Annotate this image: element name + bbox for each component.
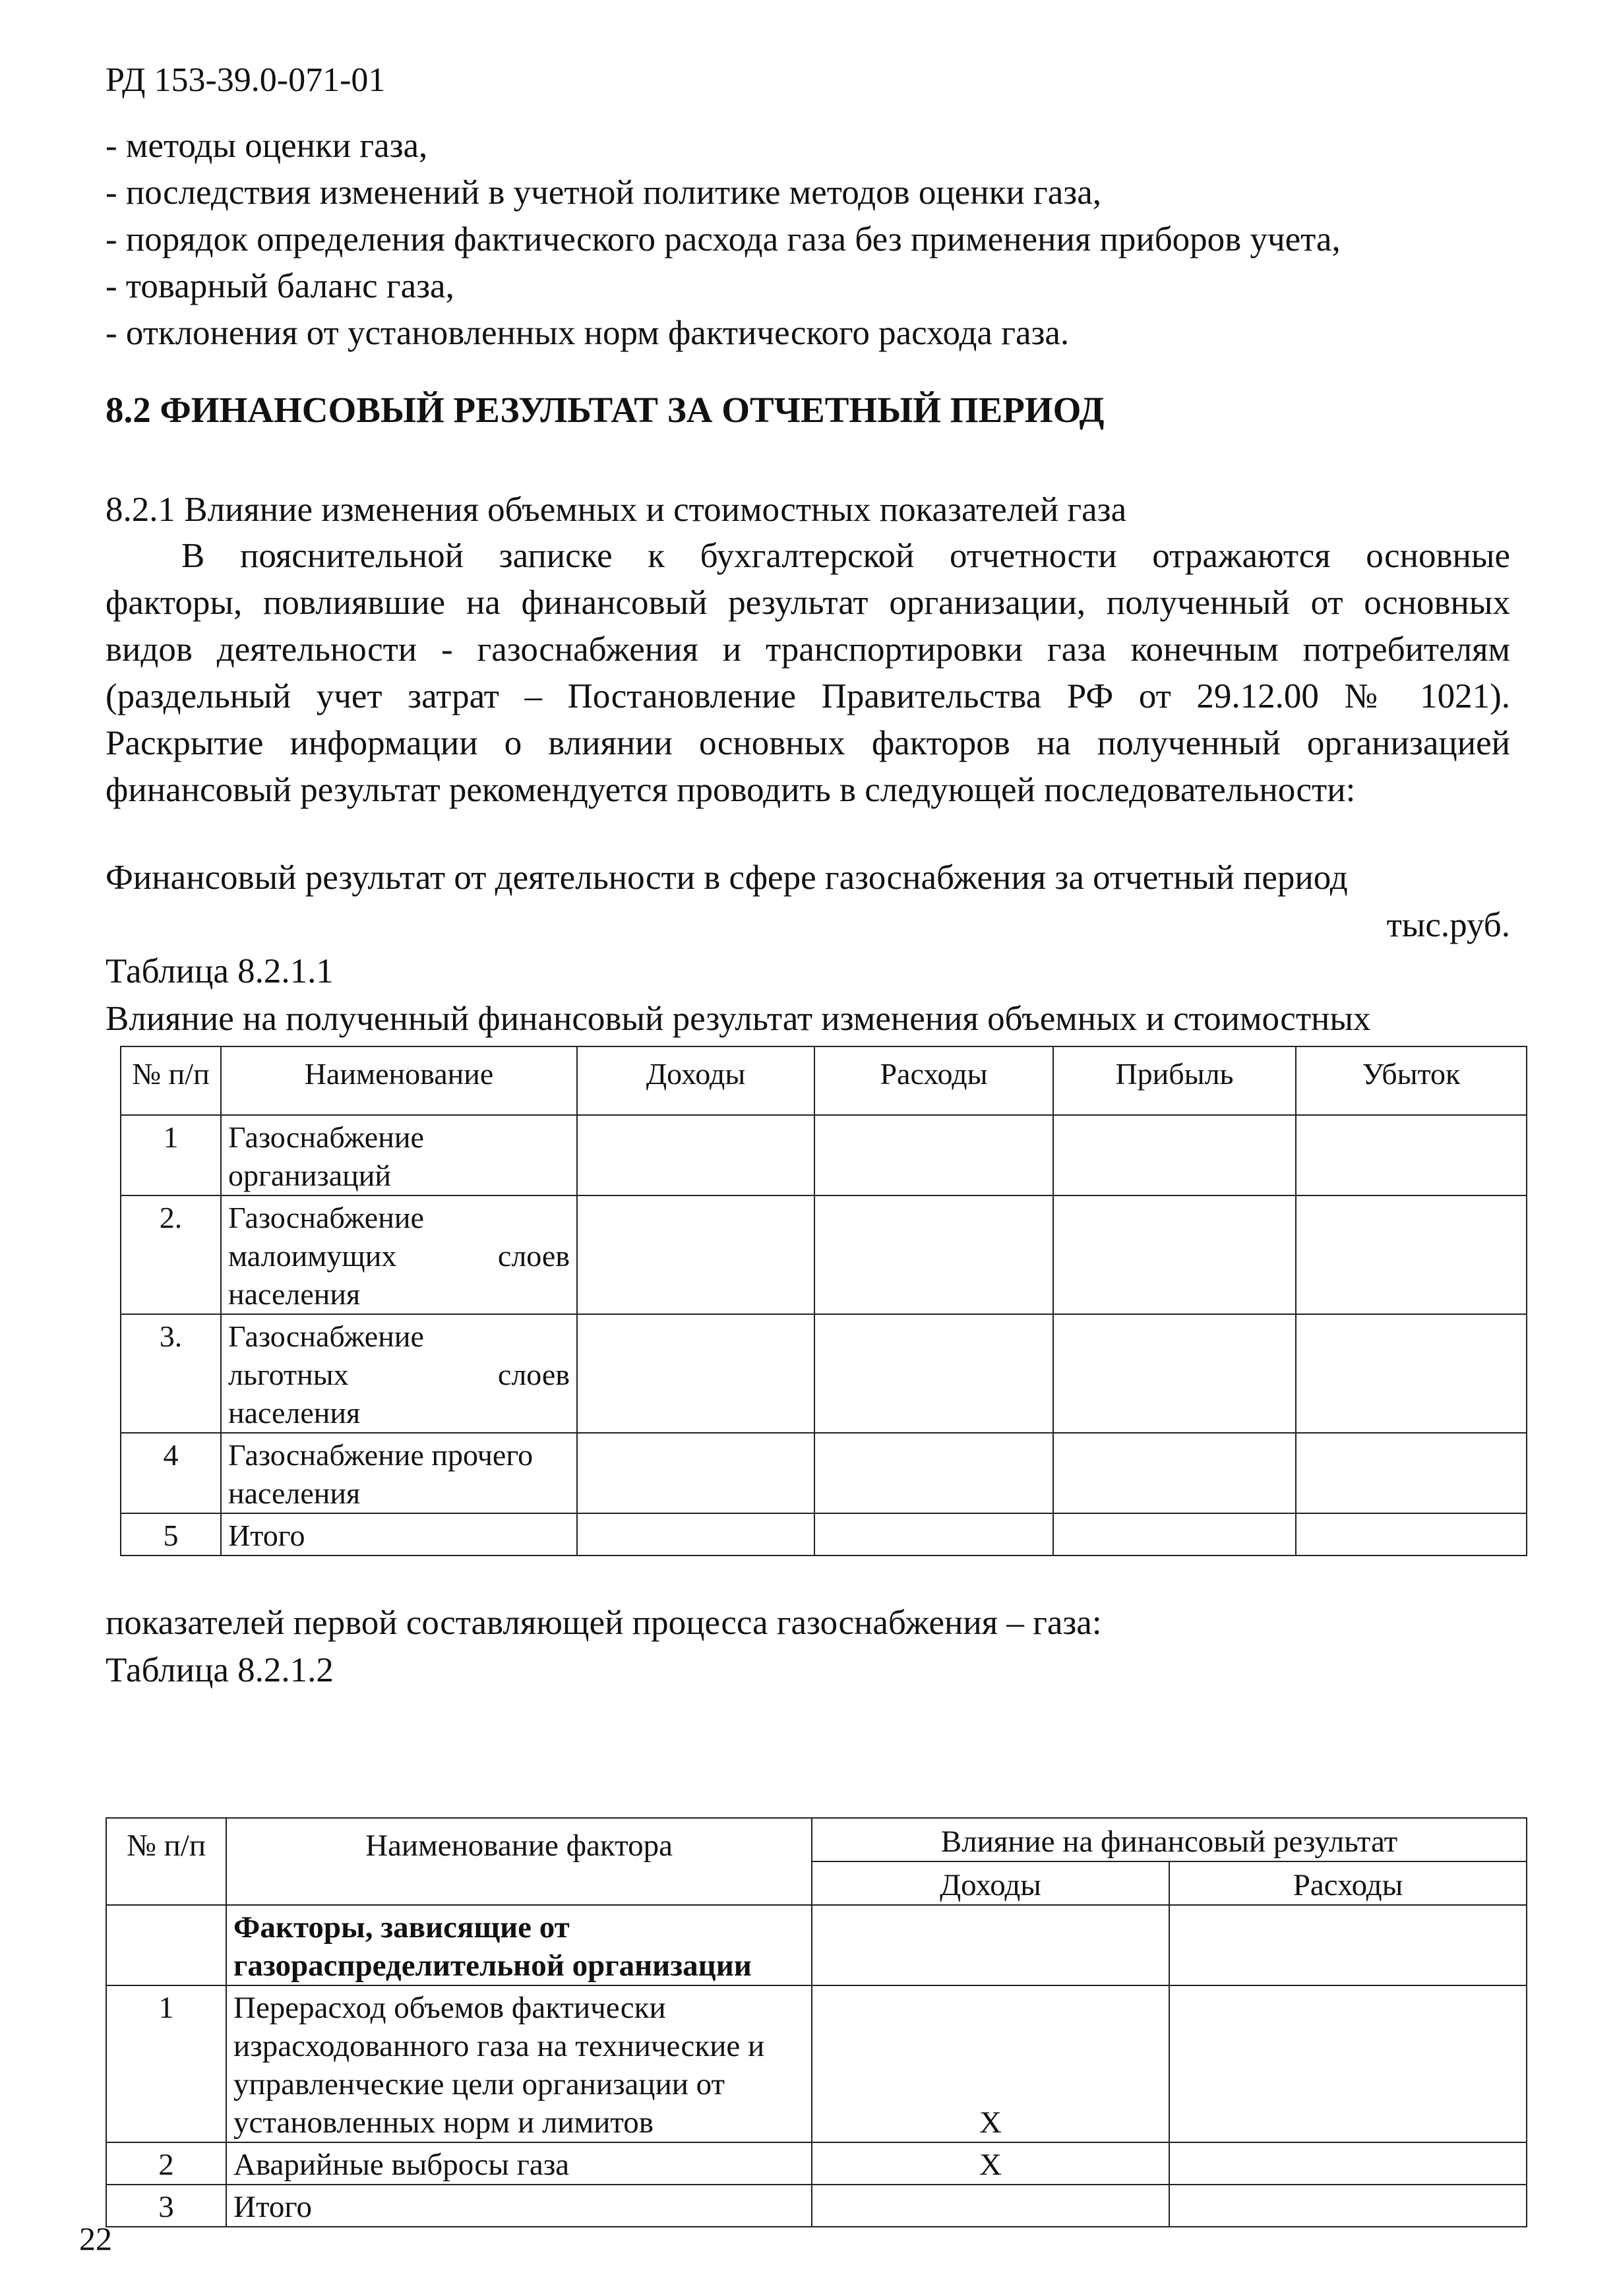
row-name-line: Газоснабжение <box>228 1201 424 1234</box>
cell-loss <box>1296 1115 1527 1195</box>
table1-description: Влияние на полученный финансовый результат изменения объемных и стоимостных <box>106 1000 1371 1038</box>
paragraph-line: В пояснительной записке к бухгалтерской отчетности отражаются основные <box>181 537 1510 575</box>
group-title: Факторы, зависящие от газораспределительной организации <box>226 1905 812 1985</box>
paragraph-line: видов деятельности - газоснабжения и транспортировки газа конечным потребителям <box>106 630 1510 669</box>
cell-income: Х <box>812 2142 1169 2185</box>
cell-expenses <box>1169 1985 1527 2142</box>
cell-income: Х <box>812 1985 1169 2142</box>
list-item: - последствия изменений в учетной политике методов оценки газа, <box>106 173 1102 212</box>
cell-expenses <box>814 1314 1053 1433</box>
table1-continuation-text: показателей первой составляющей процесса газоснабжения – газа: <box>106 1604 1102 1642</box>
cell-expenses <box>814 1513 1053 1556</box>
subsection-title: 8.2.1 Влияние изменения объемных и стоимостных показателей газа <box>106 491 1127 529</box>
row-name: Итого <box>221 1513 577 1556</box>
col-header-factor-name: Наименование фактора <box>226 1818 812 1905</box>
table-row-total <box>121 1513 1527 1556</box>
col-header-loss: Убыток <box>1296 1046 1527 1115</box>
cell-expenses <box>1169 2142 1527 2185</box>
row-number: 3. <box>121 1314 221 1433</box>
table-row <box>121 1195 1527 1314</box>
col-header-name: Наименование <box>221 1046 577 1115</box>
table1-caption: Таблица 8.2.1.1 <box>106 952 334 990</box>
unit-label: тыс.руб. <box>1386 906 1510 944</box>
row-name-line: населения <box>228 1277 361 1311</box>
list-item: - отклонения от установленных норм фактического расхода газа. <box>106 314 1070 352</box>
cell-profit <box>1053 1115 1296 1195</box>
row-name-line: населения <box>228 1396 361 1430</box>
row-name-line <box>228 1237 570 1275</box>
row-name: Газоснабжение прочего населения <box>221 1433 577 1513</box>
row-number: 2 <box>106 2142 226 2185</box>
col-header-num: № п/п <box>106 1818 226 1905</box>
cell-loss <box>1296 1513 1527 1556</box>
bullet-list <box>106 123 1341 357</box>
cell-expenses <box>814 1115 1053 1195</box>
list-item: - методы оценки газа, <box>106 127 428 165</box>
table-factors <box>106 1817 1527 2227</box>
cell-expenses <box>1169 2185 1527 2227</box>
row-number: 1 <box>106 1985 226 2142</box>
cell-income <box>577 1195 814 1314</box>
cell-profit <box>1053 1195 1296 1314</box>
body-paragraph <box>106 533 1510 814</box>
table-row <box>106 1985 1527 2142</box>
document-code: РД 153-39.0-071-01 <box>106 61 386 99</box>
table-header-row <box>121 1046 1527 1115</box>
col-header-profit: Прибыль <box>1053 1046 1296 1115</box>
row-name-word: слоев <box>497 1239 570 1273</box>
row-number: 3 <box>106 2185 226 2227</box>
row-name-line: Газоснабжение <box>228 1319 424 1353</box>
col-header-expenses: Расходы <box>1169 1861 1527 1905</box>
cell-expenses <box>814 1433 1053 1513</box>
row-name-line <box>228 1356 570 1394</box>
paragraph-line: финансовый результат рекомендуется проводить в следующей последовательности: <box>106 771 1356 809</box>
table-row-total <box>106 2185 1527 2227</box>
cell-profit <box>1053 1513 1296 1556</box>
row-number <box>106 1905 226 1985</box>
cell-expenses <box>814 1195 1053 1314</box>
table-row <box>121 1433 1527 1513</box>
cell-profit <box>1053 1314 1296 1433</box>
table-group-row <box>106 1905 1527 1985</box>
row-number: 4 <box>121 1433 221 1513</box>
section-title: 8.2 ФИНАНСОВЫЙ РЕЗУЛЬТАТ ЗА ОТЧЕТНЫЙ ПЕРИОД <box>106 390 1105 430</box>
table-row <box>121 1314 1527 1433</box>
col-header-influence: Влияние на финансовый результат <box>812 1818 1527 1861</box>
cell-expenses <box>1169 1905 1527 1985</box>
table-financial-result <box>120 1046 1527 1556</box>
paragraph-line: факторы, повлиявшие на финансовый результат организации, полученный от основных <box>106 584 1510 622</box>
page-number: 22 <box>79 2220 112 2257</box>
cell-loss <box>1296 1433 1527 1513</box>
cell-income <box>577 1433 814 1513</box>
cell-income <box>577 1513 814 1556</box>
row-name: Аварийные выбросы газа <box>226 2142 812 2185</box>
table2-caption: Таблица 8.2.1.2 <box>106 1651 334 1689</box>
col-header-num: № п/п <box>121 1046 221 1115</box>
row-name: Газоснабжение организаций <box>221 1115 577 1195</box>
cell-income <box>812 1905 1169 1985</box>
col-header-income: Доходы <box>812 1861 1169 1905</box>
list-item: - товарный баланс газа, <box>106 267 454 305</box>
row-number: 5 <box>121 1513 221 1556</box>
cell-income <box>812 2185 1169 2227</box>
table-row <box>106 2142 1527 2185</box>
table-row <box>121 1115 1527 1195</box>
col-header-expenses: Расходы <box>814 1046 1053 1115</box>
row-name-word: слоев <box>497 1358 570 1391</box>
cell-income <box>577 1314 814 1433</box>
list-item: - порядок определения фактического расхода газа без применения приборов учета, <box>106 220 1341 258</box>
row-name: Перерасход объемов фактически израсходованного газа на технические и управленческие цели организации от установленных норм и лимитов <box>226 1985 812 2142</box>
table-header-row <box>106 1818 1527 1861</box>
paragraph-line: Раскрытие информации о влиянии основных факторов на полученный организацией <box>106 724 1510 762</box>
cell-loss <box>1296 1195 1527 1314</box>
cell-income <box>577 1115 814 1195</box>
row-name: Итого <box>226 2185 812 2227</box>
row-name <box>221 1314 577 1433</box>
row-name <box>221 1195 577 1314</box>
row-name-word: малоимущих <box>228 1239 397 1273</box>
col-header-income: Доходы <box>577 1046 814 1115</box>
row-number: 2. <box>121 1195 221 1314</box>
cell-loss <box>1296 1314 1527 1433</box>
cell-profit <box>1053 1433 1296 1513</box>
row-name-word: льготных <box>228 1358 349 1391</box>
paragraph-line: (раздельный учет затрат – Постановление Правительства РФ от 29.12.00 № 1021). <box>106 677 1510 715</box>
financial-result-heading: Финансовый результат от деятельности в сфере газоснабжения за отчетный период <box>106 859 1348 897</box>
row-number: 1 <box>121 1115 221 1195</box>
